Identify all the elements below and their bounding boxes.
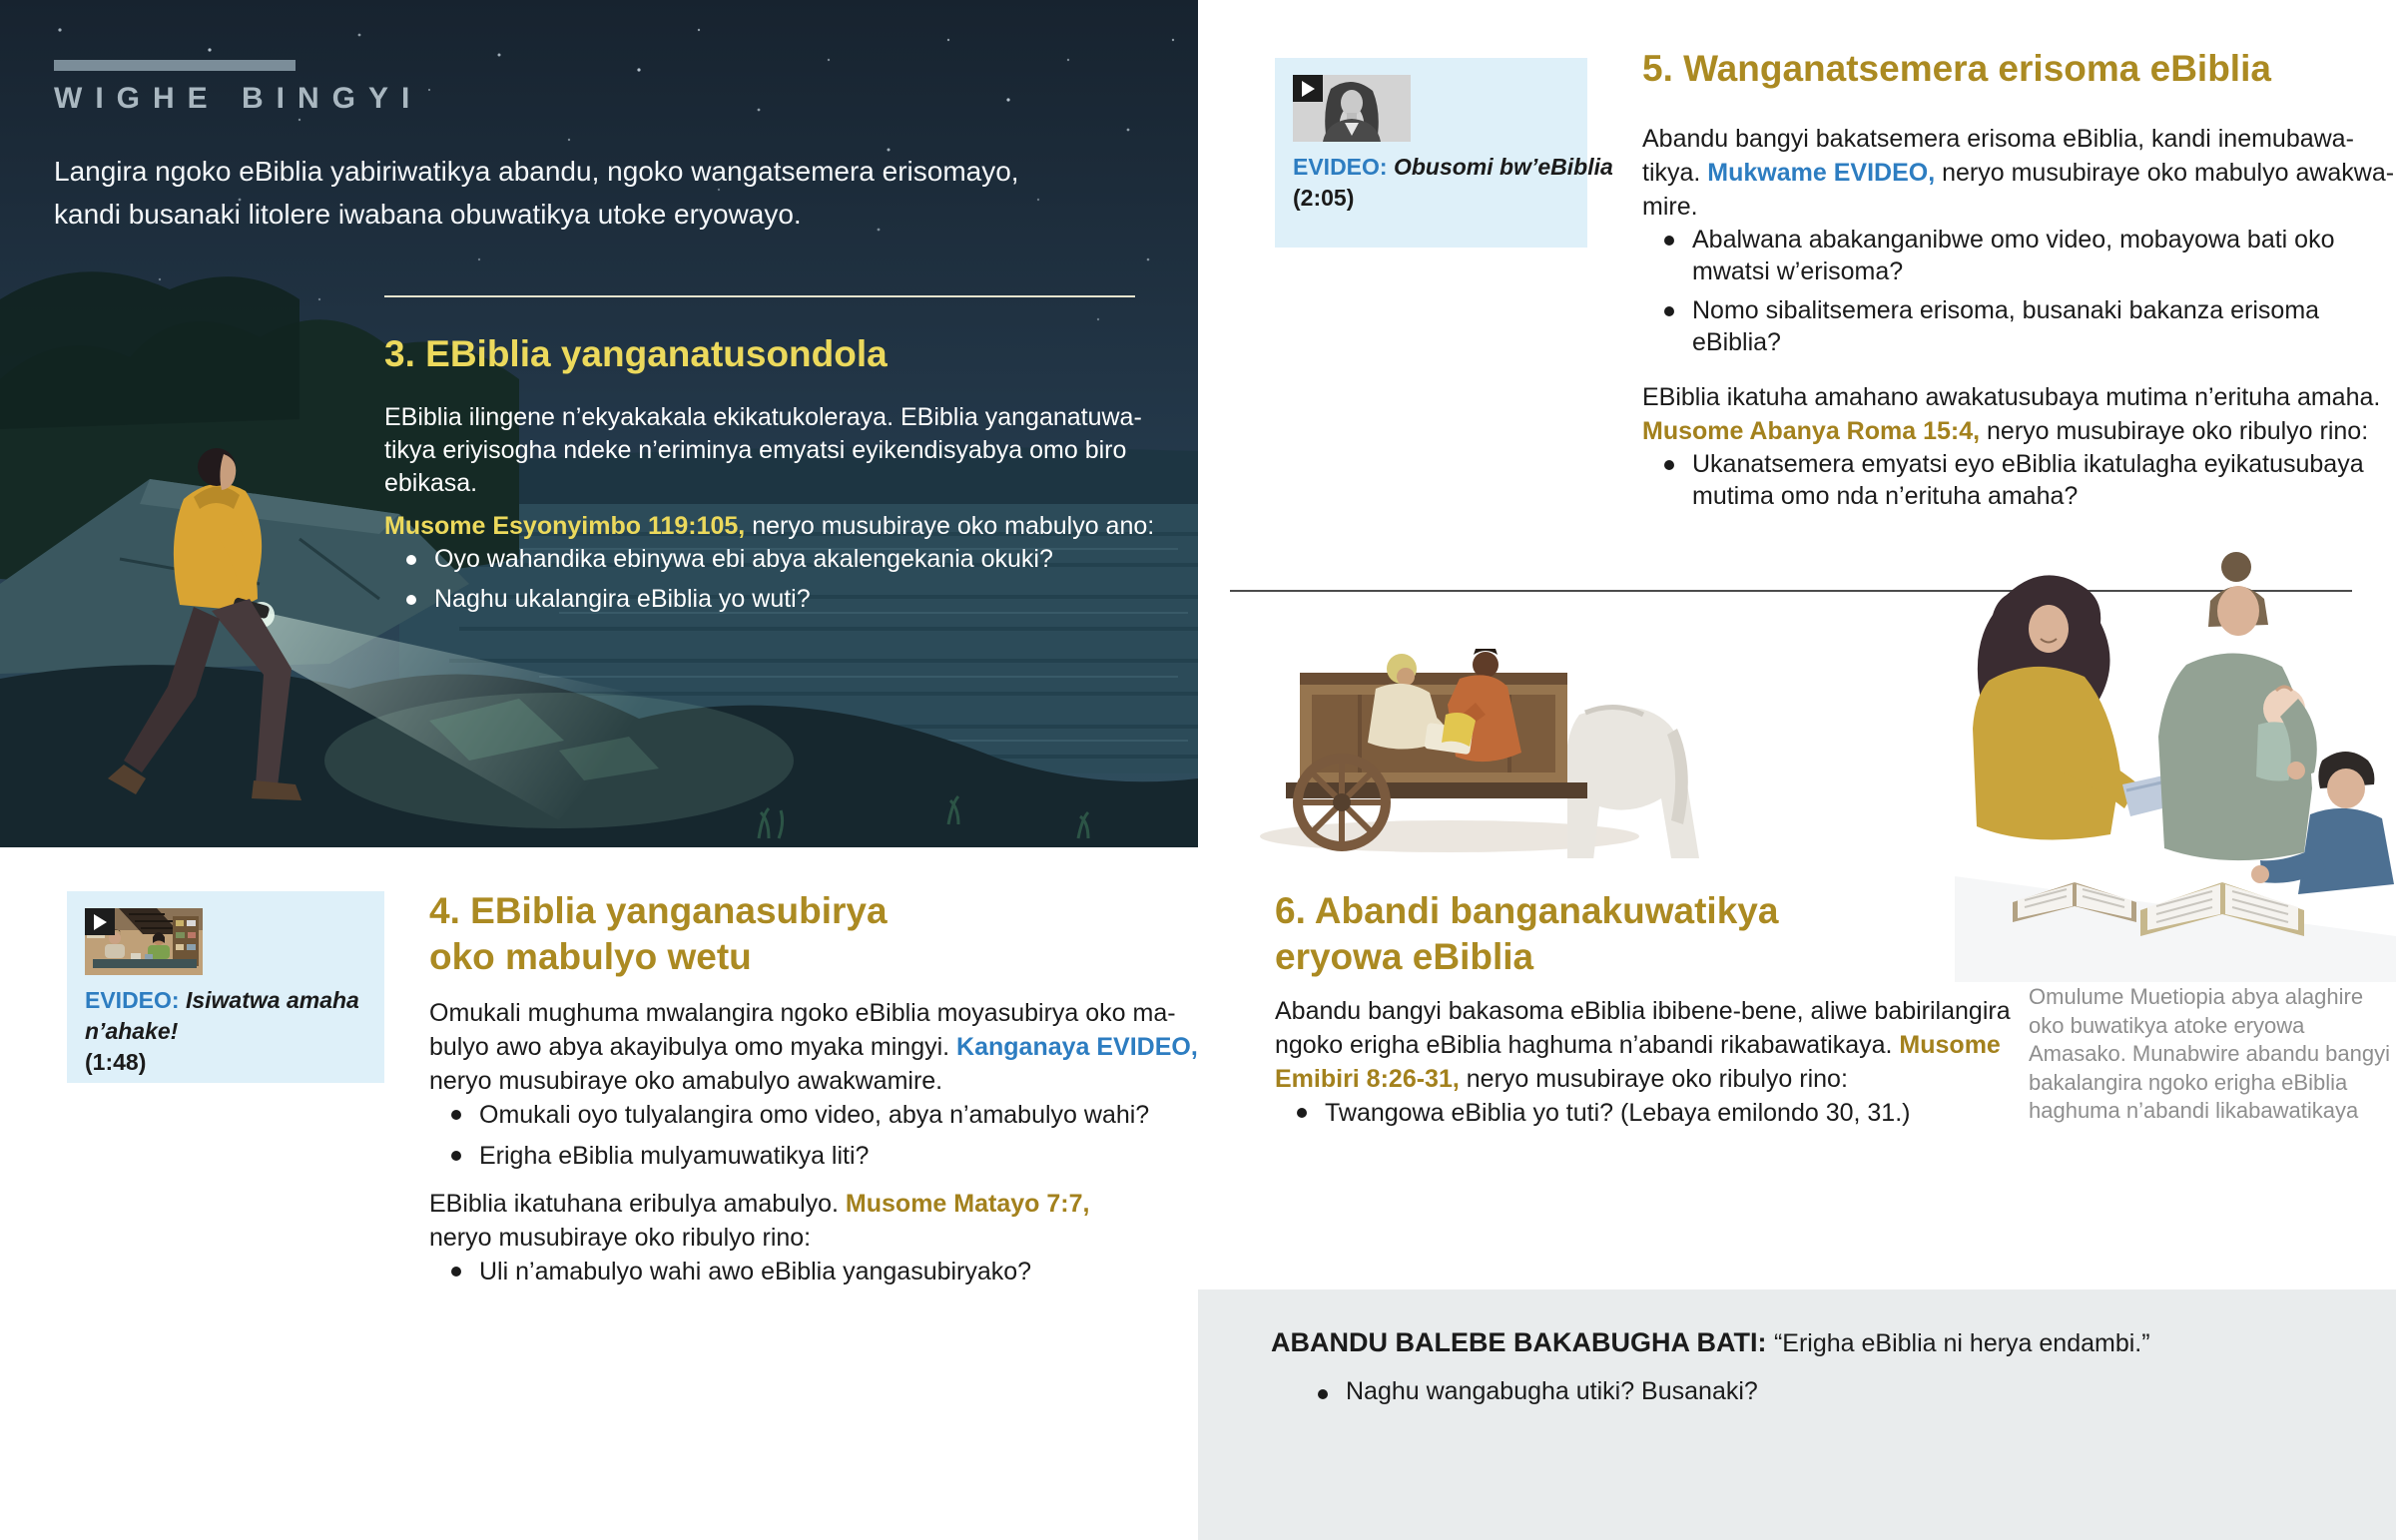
section-5-paragraph-2: EBiblia ikatuha amahano awakatusubaya mutima n’erituha amaha. Musome Abanya Roma 15:4, neryo musubiraye oko ribulyo rino:: [1642, 383, 2381, 445]
review-quote: “Erigha eBiblia ni herya endambi.”: [1773, 1329, 2150, 1357]
question-bullet: Nomo sibalitsemera erisoma, busanaki bakanza erisoma eBiblia?: [1642, 294, 2351, 358]
section-4-paragraph-2: EBiblia ikatuhana eribulya amabulyo. Musome Matayo 7:7, neryo musubiraye oko ribulyo rino:: [429, 1190, 1090, 1252]
question-bullet: Omukali oyo tulyalangira omo video, abya n’amabulyo wahi?: [429, 1098, 1143, 1132]
section-3-heading: 3. EBiblia yanganatusondola: [384, 333, 888, 374]
question-bullet: Naghu ukalangira eBiblia yo wuti?: [384, 583, 1135, 616]
section-3: [384, 295, 1155, 623]
video-caption: EVIDEO: Isiwatwa amaha n’ahake! (1:48): [85, 985, 359, 1078]
intro-line: Langira ngoko eBiblia yabiriwatikya abandu, ngoko wangatsemera erisomayo,: [54, 156, 1019, 187]
section-5-heading: 5. Wanganatsemera erisoma eBiblia: [1642, 48, 2271, 89]
video-duration: (1:48): [85, 1049, 147, 1075]
video-link-mukwame-evideo[interactable]: Mukwame EVIDEO,: [1707, 159, 1936, 187]
section-6-question: [1275, 1096, 1974, 1130]
video-duration: (2:05): [1293, 185, 1355, 211]
video-box-section-4: [67, 891, 384, 1083]
section-6: [1275, 888, 2011, 1137]
video-link-kanganaya-evideo[interactable]: Kanganaya EVIDEO,: [956, 1033, 1198, 1061]
illustration-caption: Omulume Muetiopia abya alaghire oko buwatikya atoke eryowa Amasako. Munabwire abandu bangyi bakalangira ngoko erigha eBiblia haghuma n’abandi likabawatikaya: [2029, 984, 2391, 1123]
video-caption: EVIDEO: Obusomi bw’eBiblia (2:05): [1293, 152, 1613, 214]
section-4-heading: 4. EBiblia yanganasubirya oko mabulyo wetu: [429, 890, 888, 977]
section-5-body: Abandu bangyi bakatsemera erisoma eBiblia, kandi inemubawa- tikya. Mukwame EVIDEO, neryo musubiraye oko mabulyo awakwa- mire.: [1642, 125, 2395, 221]
review-lead: ABANDU BALEBE BAKABUGHA BATI:: [1271, 1327, 1767, 1357]
scripture-link-esyonyimbo-119-105[interactable]: Musome Esyonyimbo 119:105,: [384, 512, 746, 540]
scripture-link-emibiri-8-26-31[interactable]: Emibiri 8:26-31,: [1275, 1065, 1460, 1093]
section-6-heading: 6. Abandi banganakuwatikya eryowa eBiblia: [1275, 890, 1779, 977]
section-5: [1642, 46, 2395, 519]
section-5-question-2: [1642, 448, 2364, 512]
evideo-label[interactable]: EVIDEO:: [85, 987, 180, 1013]
play-icon: [1293, 75, 1323, 102]
chariot-bible-reading-illustration: [1250, 597, 1701, 858]
scripture-link-abanya-roma-15-4[interactable]: Musome Abanya Roma 15:4,: [1642, 417, 1981, 445]
question-bullet: Uli n’amabulyo wahi awo eBiblia yangasubiryako?: [429, 1255, 1143, 1288]
review-lead-line: [1271, 1327, 2150, 1358]
lesson-intro: [54, 150, 1019, 236]
video-thumbnail-isiwatwa[interactable]: [85, 908, 203, 975]
question-bullet: Ukanatsemera emyatsi eyo eBiblia ikatulagha eyikatusubaya mutima omo nda n’erituha amaha?: [1642, 448, 2351, 512]
play-icon: [85, 908, 115, 935]
section-3-divider: [384, 295, 1135, 297]
evideo-label[interactable]: EVIDEO:: [1293, 154, 1388, 180]
section-3-scripture-line: Musome Esyonyimbo 119:105, neryo musubiraye oko mabulyo ano:: [384, 512, 1155, 540]
section-5-questions: [1642, 224, 2351, 358]
section-4-questions: [429, 1098, 1150, 1173]
lesson-kicker: WIGHE BINGYI: [54, 82, 423, 115]
section-3-body: EBiblia ilingene n’ekyakakala ekikatukoleraya. EBiblia yanganatuwa- tikya eriyisogha ndeke n’eriminya emyatsi eyikendisyabya omo biro ebikasa.: [384, 403, 1142, 497]
kicker-bar: [54, 60, 296, 71]
scripture-link-matayo-7-7[interactable]: Musome Matayo 7:7,: [845, 1190, 1090, 1218]
section-3-questions: [384, 543, 1135, 616]
section-4-question-2: [429, 1255, 1143, 1288]
video-box-section-5: [1275, 58, 1613, 248]
video-thumbnail-obusomi[interactable]: [1293, 75, 1411, 142]
question-bullet: Twangowa eBiblia yo tuti? (Lebaya emilondo 30, 31.): [1275, 1096, 1974, 1130]
question-bullet: Naghu wangabugha utiki? Busanaki?: [1296, 1377, 1758, 1406]
section-4-body: Omukali mughuma mwalangira ngoko eBiblia moyasubirya oko ma- bulyo awo abya akayibulya omo myaka mingyi. Kanganaya EVIDEO, neryo musubiraye oko amabulyo awakwamire.: [429, 999, 1198, 1095]
intro-line: kandi busanaki litolere iwabana obuwatikya utoke eryowayo.: [54, 199, 802, 230]
hero-panel: [0, 0, 1198, 847]
question-bullet: Erigha eBiblia mulyamuwatikya liti?: [429, 1139, 1143, 1173]
section-4: [429, 888, 1198, 1295]
question-bullet: Abalwana abakanganibwe omo video, mobayowa bati oko mwatsi w’erisoma?: [1642, 224, 2351, 287]
family-bible-reading-illustration: [1955, 547, 2396, 982]
question-bullet: Oyo wahandika ebinywa ebi abya akalengekania okuki?: [384, 543, 1135, 576]
section-6-body: Abandu bangyi bakasoma eBiblia ibibene-bene, aliwe babirilangira ngoko erigha eBiblia haghuma n’abandi rikabawatikaya. Musome Emibiri 8:26-31, neryo musubiraye oko ribulyo rino:: [1275, 997, 2011, 1093]
review-box: [1198, 1289, 2396, 1540]
scripture-link-emibiri-8-26-31[interactable]: Musome: [1899, 1031, 2001, 1059]
review-question: [1296, 1377, 1758, 1413]
